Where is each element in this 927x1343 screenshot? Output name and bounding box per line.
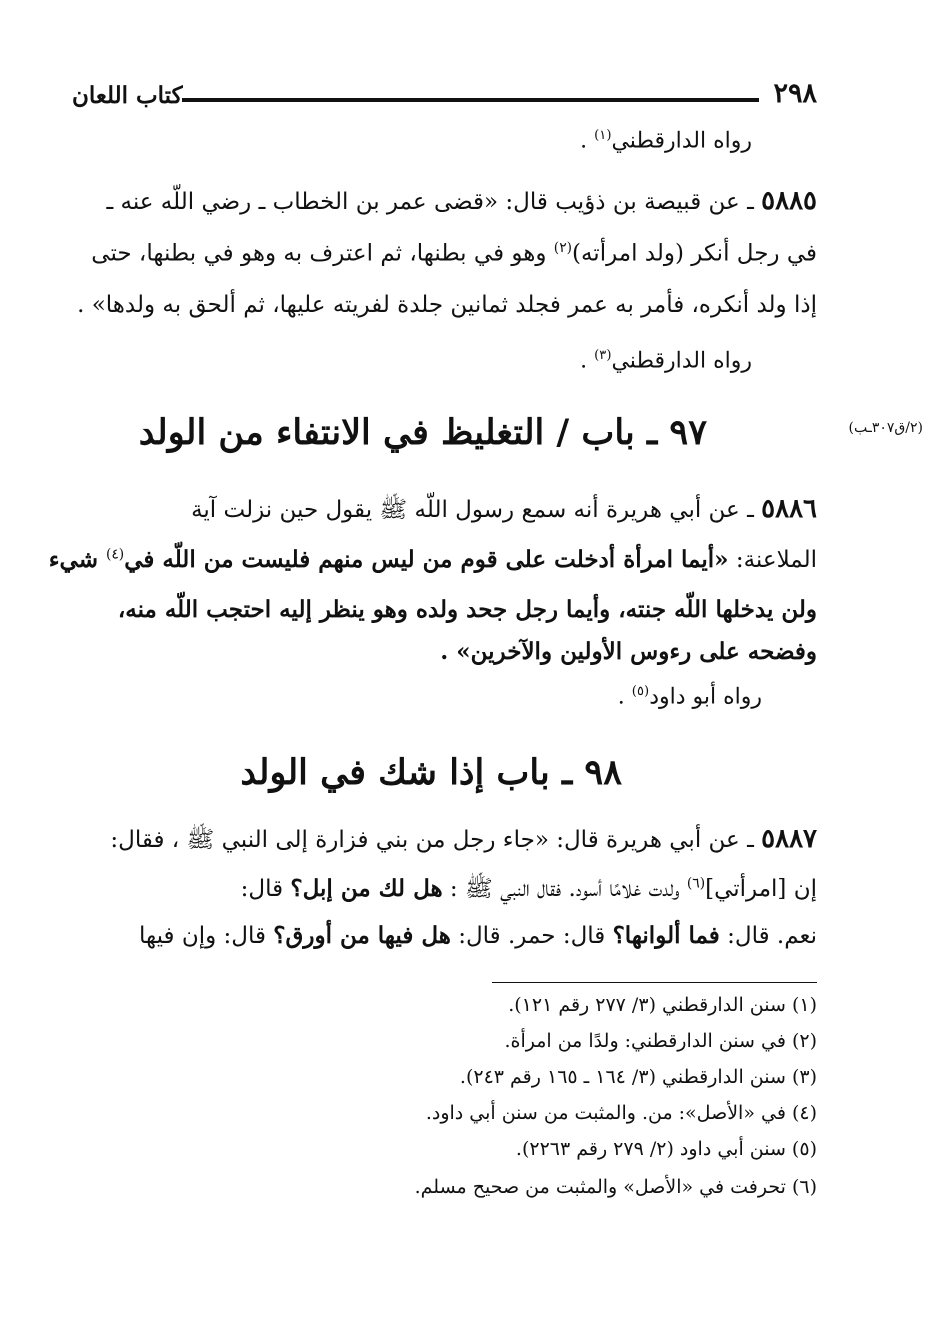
hadith-5886-line-2 <box>48 546 817 573</box>
rawah-line <box>580 128 752 153</box>
footnote: (٣) سنن الدارقطني (٣/ ١٦٤ ـ ١٦٥ رقم ٢٤٣). <box>459 1066 817 1088</box>
footnote: (٦) تحرفت في «الأصل» والمثبت من صحيح مسلم. <box>414 1176 817 1198</box>
hadith-number: ٥٨٨٥ <box>761 186 817 216</box>
rawah-end: . <box>617 684 632 710</box>
footnote: (٢) في سنن الدارقطني: ولدًا من امرأة. <box>504 1030 817 1052</box>
page-header <box>72 76 817 120</box>
footnote-ref: (٦) <box>686 875 706 892</box>
chapter-98-heading: ٩٨ ـ باب إذا شك في الولد <box>240 752 622 793</box>
footnote-ref: (٢) <box>553 240 572 256</box>
hadith-text: ولدت غلامًا أسود. فقال النبي ﷺ : <box>442 876 687 902</box>
footnote-ref: (٤) <box>105 546 125 563</box>
rawah-text: رواه الدارقطني <box>611 348 752 374</box>
hadith-quote: فما ألوانها؟ <box>612 922 720 949</box>
hadith-5887-line-1 <box>72 824 817 859</box>
rawah-end: . <box>580 348 595 374</box>
hadith-quote: شيء <box>48 546 106 573</box>
hadith-text: الملاعنة: <box>728 547 817 573</box>
hadith-quote: هل لك من إبل؟ <box>290 875 443 902</box>
hadith-text: إن [امرأتي] <box>705 876 817 902</box>
hadith-number: ٥٨٨٧ <box>761 824 817 854</box>
hadith-5887-line-2 <box>72 874 817 908</box>
hadith-5886-line-3 <box>72 596 817 623</box>
manuscript-side-note: (٢/ق٣٠٧ـب) <box>848 420 923 436</box>
rawah-text: رواه أبو داود <box>649 684 762 710</box>
hadith-text: ـ عن قبيصة بن ذؤيب قال: «قضى عمر بن الخطاب ـ رضي اللّه عنه ـ <box>106 189 762 215</box>
hadith-5885-line-2 <box>72 240 817 267</box>
hadith-text: قال: حمر. قال: <box>450 923 613 949</box>
book-title: كتاب اللعان <box>72 82 183 109</box>
rawah-line <box>580 348 752 373</box>
hadith-quote: وفضحه على رءوس الأولين والآخرين» . <box>440 638 817 665</box>
rawah-end: . <box>580 128 595 154</box>
footnote-rule <box>492 982 817 983</box>
hadith-5887-line-3 <box>72 922 817 949</box>
footnote: (٤) في «الأصل»: من. والمثبت من سنن أبي داود. <box>425 1102 817 1124</box>
page-number: ٢٩٨ <box>773 78 817 109</box>
hadith-5886-line-1 <box>72 494 817 529</box>
hadith-5885-line-1 <box>72 186 817 216</box>
rawah-text: رواه الدارقطني <box>611 128 752 154</box>
hadith-5885-line-3 <box>72 292 817 318</box>
hadith-5886-line-4 <box>72 638 817 665</box>
hadith-quote: هل فيها من أورق؟ <box>273 922 451 949</box>
hadith-text: وهو في بطنها، ثم اعترف به وهو في بطنها، حتى <box>91 240 554 267</box>
header-rule <box>182 98 759 102</box>
hadith-text: نعم. قال: <box>719 923 817 949</box>
hadith-text: قال: <box>240 876 291 902</box>
rawah-line <box>618 684 762 709</box>
footnote-ref: (٥) <box>631 684 650 699</box>
hadith-text: ـ عن أبي هريرة أنه سمع رسول اللّه ﷺ يقول حين نزلت آية <box>191 497 762 523</box>
chapter-97-heading: ٩٧ ـ باب / التغليظ في الانتفاء من الولد <box>138 412 707 453</box>
hadith-text: قال: وإن فيها <box>138 923 274 949</box>
hadith-quote: «أيما امرأة أدخلت على قوم من ليس منهم فليست من اللّه في <box>124 546 729 573</box>
hadith-text: ـ عن أبي هريرة قال: «جاء رجل من بني فزارة إلى النبي ﷺ ، فقال: <box>110 827 762 853</box>
footnote: (١) سنن الدارقطني (٣/ ٢٧٧ رقم ١٢١). <box>508 994 817 1016</box>
hadith-number: ٥٨٨٦ <box>761 494 817 524</box>
footnote-ref: (٣) <box>594 348 612 363</box>
hadith-text: إذا ولد أنكره، فأمر به عمر فجلد ثمانين جلدة لفريته عليها، ثم ألحق به ولدها» . <box>77 292 817 318</box>
hadith-quote: ولن يدخلها اللّه جنته، وأيما رجل جحد ولده وهو ينظر إليه احتجب اللّه منه، <box>117 596 817 623</box>
footnote-ref: (١) <box>594 128 612 143</box>
footnote: (٥) سنن أبي داود (٢/ ٢٧٩ رقم ٢٢٦٣). <box>515 1138 817 1160</box>
hadith-text: في رجل أنكر (ولد امرأته) <box>572 240 817 267</box>
